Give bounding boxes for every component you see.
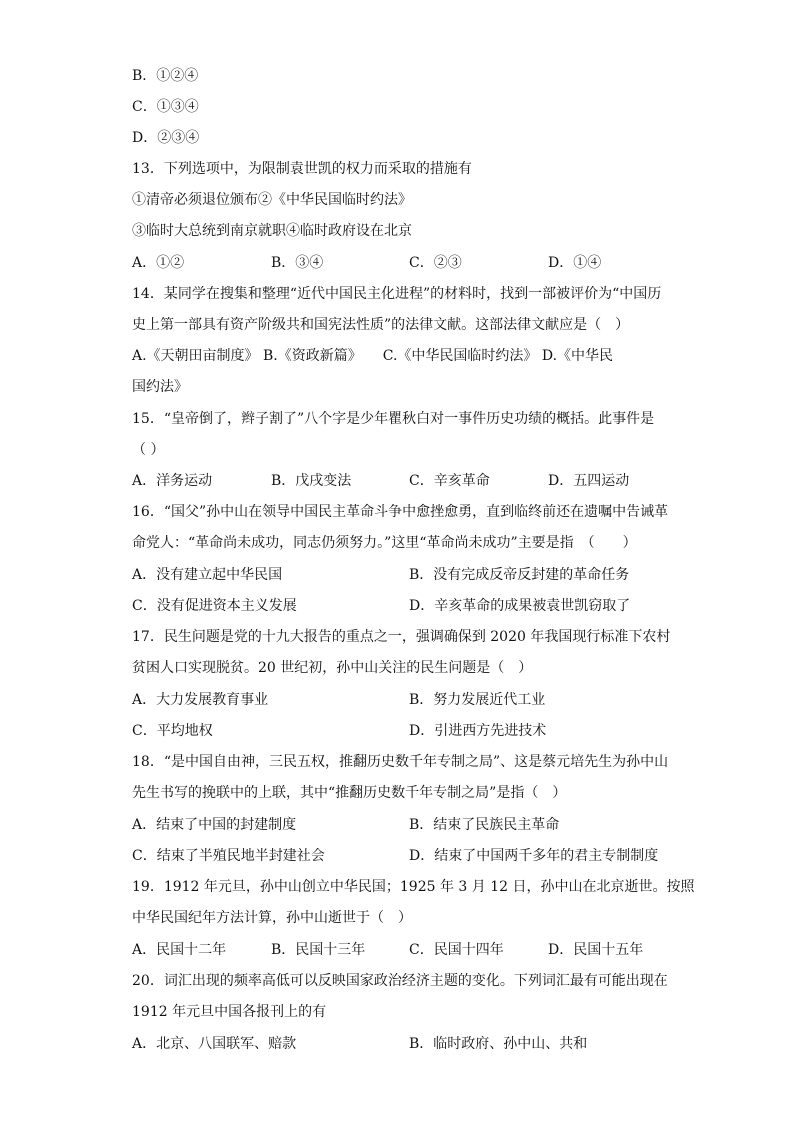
q13-stem: 13．下列选项中，为限制袁世凯的权力而采取的措施有 xyxy=(132,161,472,177)
q17-option-c: C．平均地权 xyxy=(132,723,213,739)
q12-option-d: D．②③④ xyxy=(132,130,200,146)
q13-statements-2: ③临时大总统到南京就职④临时政府设在北京 xyxy=(132,223,412,239)
q16-stem-line-1: 16．“国父”孙中山在领导中国民主革命斗争中愈挫愈勇，直到临终前还在遗嘱中告诫革 xyxy=(132,504,669,520)
q13-option-b: B．③④ xyxy=(271,255,324,271)
q13-option-d: D．①④ xyxy=(548,255,602,271)
q17-stem-line-2: 贫困人口实现脱贫。20 世纪初，孙中山关注的民生问题是（ ） xyxy=(132,660,533,676)
q16-option-b: B．没有完成反帝反封建的革命任务 xyxy=(409,567,630,583)
q13-option-a: A．①② xyxy=(132,255,185,271)
q15-option-c: C．辛亥革命 xyxy=(409,473,490,489)
q15-option-b: B．戊戌变法 xyxy=(271,473,352,489)
q14-stem-line-1: 14．某同学在搜集和整理“近代中国民主化进程”的材料时，找到一部被评价为“中国历 xyxy=(132,286,662,302)
q20-stem-line-1: 20．词汇出现的频率高低可以反映国家政治经济主题的变化。下列词汇最有可能出现在 xyxy=(132,973,668,989)
q14-options-line: A.《天朝田亩制度》 B.《资政新篇》 C.《中华民国临时约法》 D.《中华民 xyxy=(132,348,614,364)
q17-option-d: D．引进西方先进技术 xyxy=(409,723,547,739)
q16-option-c: C．没有促进资本主义发展 xyxy=(132,598,297,614)
q15-stem-line-2: （ ） xyxy=(132,442,165,458)
q18-option-a: A．结束了中国的封建制度 xyxy=(132,817,297,833)
q20-stem-line-2: 1912 年元旦中国各报刊上的有 xyxy=(132,1004,327,1020)
q18-option-b: B．结束了民族民主革命 xyxy=(409,817,560,833)
q19-option-c: C．民国十四年 xyxy=(409,942,504,958)
q17-stem-line-1: 17．民生问题是党的十九大报告的重点之一，强调确保到 2020 年我国现行标准下农村 xyxy=(132,629,671,645)
q19-stem-line-1: 19．1912 年元旦，孙中山创立中华民国；1925 年 3 月 12 日，孙中山在北京逝世。按照 xyxy=(132,879,695,895)
q19-stem-line-2: 中华民国纪年方法计算，孙中山逝世于（ ） xyxy=(132,910,412,926)
q20-option-b: B．临时政府、孙中山、共和 xyxy=(409,1036,588,1052)
q16-option-a: A．没有建立起中华民国 xyxy=(132,567,283,583)
q13-option-c: C．②③ xyxy=(409,255,462,271)
q19-option-d: D．民国十五年 xyxy=(548,942,644,958)
q14-stem-line-2: 史上第一部具有资产阶级共和国宪法性质”的法律文献。这部法律文献应是（ ） xyxy=(132,317,630,333)
q14-options-continued: 国约法》 xyxy=(132,379,188,395)
q16-stem-line-2: 命党人：“革命尚未成功，同志仍须努力。”这里“革命尚未成功”主要是指 （ ） xyxy=(132,535,637,551)
q18-option-c: C．结束了半殖民地半封建社会 xyxy=(132,848,325,864)
q19-option-a: A．民国十二年 xyxy=(132,942,227,958)
q20-option-a: A．北京、八国联军、赔款 xyxy=(132,1036,297,1052)
q18-option-d: D．结束了中国两千多年的君主专制制度 xyxy=(409,848,659,864)
q15-stem-line-1: 15．“皇帝倒了，辫子割了”八个字是少年瞿秋白对一事件历史功绩的概括。此事件是 xyxy=(132,411,655,427)
q18-stem-line-2: 先生书写的挽联中的上联，其中“推翻历史数千年专制之局”是指（ ） xyxy=(132,785,567,801)
q12-option-c: C．①③④ xyxy=(132,99,199,115)
q19-option-b: B．民国十三年 xyxy=(271,942,366,958)
q17-option-b: B．努力发展近代工业 xyxy=(409,692,546,708)
q15-option-d: D．五四运动 xyxy=(548,473,630,489)
q12-option-b: B．①②④ xyxy=(132,68,199,84)
q18-stem-line-1: 18．“是中国自由神，三民五权，推翻历史数千年专制之局”、这是蔡元培先生为孙中山 xyxy=(132,754,669,770)
q13-statements-1: ①清帝必须退位颁布②《中华民国临时约法》 xyxy=(132,192,412,208)
q17-option-a: A．大力发展教育事业 xyxy=(132,692,269,708)
q16-option-d: D．辛亥革命的成果被袁世凯窃取了 xyxy=(409,598,631,614)
q15-option-a: A．洋务运动 xyxy=(132,473,213,489)
